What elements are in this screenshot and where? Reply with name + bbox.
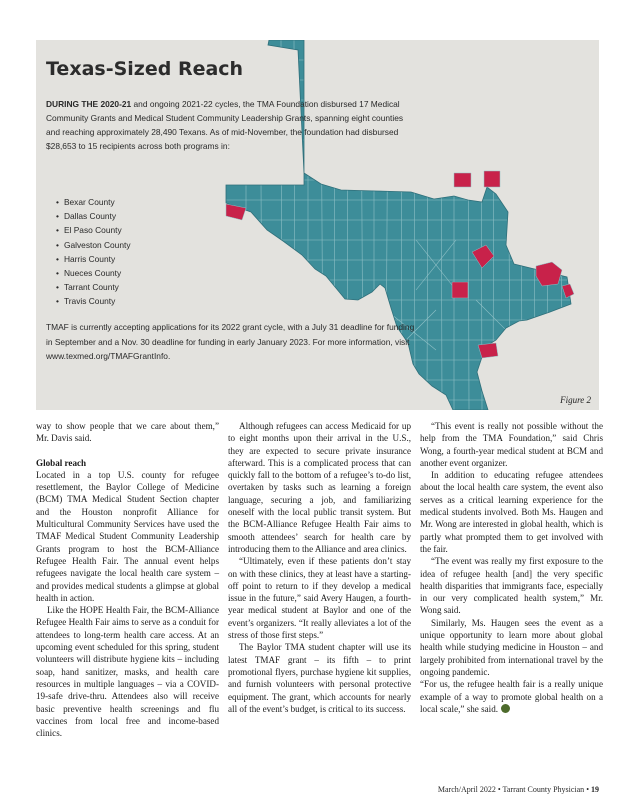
footer-separator: • <box>497 785 501 794</box>
article-paragraph: “The event was really my first exposure to the idea of refugee health [and] the very specific health disparities that immigrants face, especially in our very complicated health system,” Mr. Wong said. <box>420 556 603 616</box>
page-number: 19 <box>591 785 599 794</box>
section-heading: Global reach <box>36 457 87 468</box>
figure-title: Texas-Sized Reach <box>46 58 244 80</box>
footer-separator: • <box>586 785 589 794</box>
article-paragraph: Although refugees can access Medicaid for up to eight months upon their arrival in the U.S., they are expected to secure private insurance afterward. This is a complicated process that can quickly fall to the bottom of a refugee’s to-do list, overtaken by tasks such as learning a foreign language, securing a job, and familiarizing oneself with the local public transit system. But the BCM-Alliance Refugee Health Fair aims to smooth attendees’ search for health care by introducing them to the Alliance and area clinics. <box>228 421 411 554</box>
bexar-county <box>452 282 468 298</box>
end-mark-icon <box>501 704 510 713</box>
figure-intro-lead: DURING THE 2020-21 <box>46 99 132 109</box>
page-footer <box>438 785 599 794</box>
article-paragraph: “Ultimately, even if these patients don’t stay on with these clinics, they at least have a starting-off point to return to if they develop a medical issue in the future,” said Avery Haugen, a fourth-year medical student at Baylor and one of the event’s organizers. “It really alleviates a lot of the stress of those first steps.” <box>228 556 411 641</box>
county-item: • Nueces County <box>56 266 131 280</box>
figure-intro <box>46 97 418 153</box>
article-paragraph: “For us, the refugee health fair is a really unique example of a way to promote global health on a local scale,” she said. <box>420 679 603 714</box>
article-column-1 <box>36 420 219 739</box>
harris-county <box>536 262 562 286</box>
county-item: • Harris County <box>56 252 131 266</box>
county-list <box>56 195 131 309</box>
article-paragraph: “This event is really not possible without the help from the TMA Foundation,” said Chris Wong, a fourth-year medical student at BCM and another event organizer. <box>420 421 603 468</box>
county-item: • Tarrant County <box>56 280 131 294</box>
article-column-2 <box>228 420 411 715</box>
county-item: • Galveston County <box>56 238 131 252</box>
county-item: • El Paso County <box>56 223 131 237</box>
county-item: • Dallas County <box>56 209 131 223</box>
figure-2-box <box>36 40 599 410</box>
article-paragraph: way to show people that we care about them,” Mr. Davis said. <box>36 421 219 444</box>
article-column-3 <box>420 420 603 715</box>
article-paragraph: Located in a top U.S. county for refugee resettlement, the Baylor College of Medicine (BCM) TMA Medical Student Section chapter and the Houston nonprofit Alliance for Multicultural Community Services have used the TMAF Medical Student Community Leadership Grants program to host the BCM-Alliance Refugee Health Fair. The annual event helps refugees navigate the local health care system – and provides medical students a glimpse at global health in action. <box>36 469 219 603</box>
tarrant-county <box>454 173 471 187</box>
figure-caption: Figure 2 <box>560 395 591 405</box>
article-paragraph: The Baylor TMA student chapter will use its latest TMAF grant – its fifth – to print promotional flyers, purchase hygiene kit supplies, and furnish volunteers with personal protective equipment. The grant, which accounts for nearly all of the event’s budget, is critical to its success. <box>228 642 411 714</box>
article-paragraph: Like the HOPE Health Fair, the BCM-Alliance Refugee Health Fair aims to serve as a conduit for attendees to long-term health care access. At an upcoming event scheduled for this spring, student volunteers will distribute hygiene kits – including soap, hand sanitizer, masks, and health care resources in multiple languages – via a COVID-19-safe drive-thru. Attendees also will receive basic preventive health screenings and flu vaccines from local free and income-based clinics. <box>36 605 219 739</box>
figure-intro-text: and ongoing 2021-22 cycles, the TMA Foundation disbursed 17 Medical Community Grants and Medical Student Community Leadership Grants, spanning eight counties and reaching approximately 28,490 Texans. As of mid-November, the foundation had disbursed $28,653 to 15 recipients across both programs in: <box>46 99 404 151</box>
footer-issue: March/April 2022 <box>437 785 496 794</box>
figure-note: TMAF is currently accepting applications for its 2022 grant cycle, with a July 31 deadline for funding in September and a Nov. 30 deadline for funding in early January 2023. For more information, visit www.texmed.org/TMAFGrantInfo. <box>46 322 415 361</box>
dallas-county <box>484 171 500 187</box>
footer-publication: Tarrant County Physician <box>502 785 585 794</box>
article-paragraph: In addition to educating refugee attendees about the local health care system, the event also serves as a critical learning experience for the medical students involved. Both Ms. Haugen and Mr. Wong are interested in global health, which is partly what prompted them to get involved with the fair. <box>420 470 603 554</box>
county-item: • Bexar County <box>56 195 131 209</box>
article-paragraph: Similarly, Ms. Haugen sees the event as a unique opportunity to learn more about global health while studying medicine in Houston – and largely prohibited from international travel by the ongoing pandemic. <box>420 617 603 677</box>
county-item: • Travis County <box>56 294 131 308</box>
